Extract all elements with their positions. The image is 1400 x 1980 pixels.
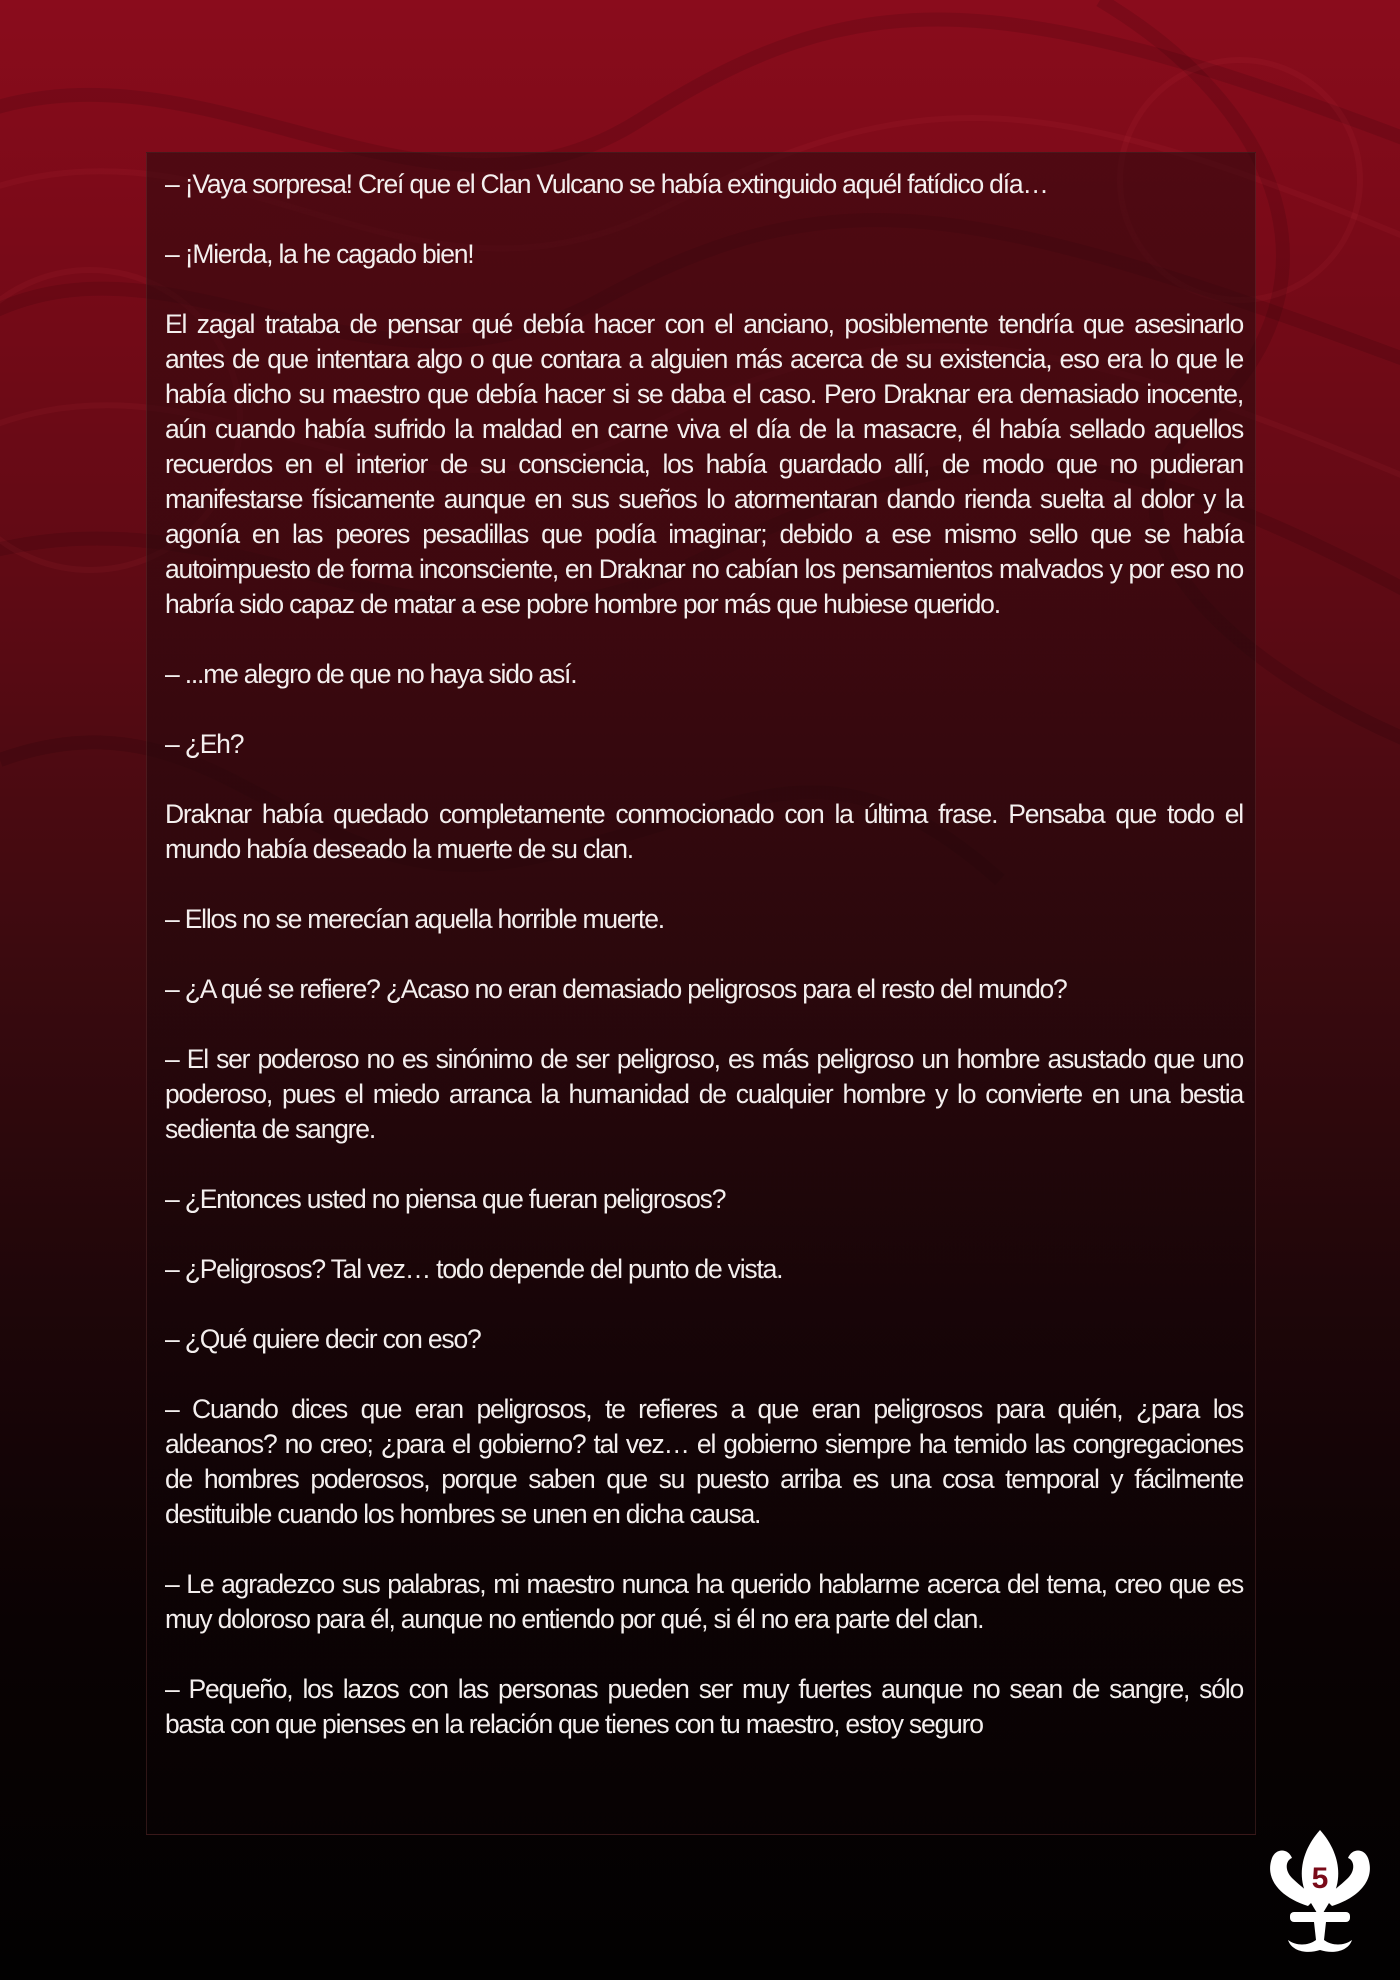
paragraph: – ¿Eh? — [165, 729, 244, 759]
paragraph: Draknar había quedado completamente conmocionado con la última frase. Pensaba que todo el mundo había deseado la muerte de su clan. — [165, 799, 1243, 864]
paragraph: – Ellos no se merecían aquella horrible muerte. — [165, 904, 664, 934]
paragraph: – ...me alegro de que no haya sido así. — [165, 659, 577, 689]
paragraph: – ¿Peligrosos? Tal vez… todo depende del punto de vista. — [165, 1254, 783, 1284]
paragraph: – Cuando dices que eran peligrosos, te refieres a que eran peligrosos para quién, ¿para los aldeanos? no creo; ¿para el gobierno? tal vez… el gobierno siempre ha temido las congregaciones de hombres poderosos, porque saben que su puesto arriba es una cosa temporal y fácilmente destituible cuando los hombres se unen en dicha causa. — [165, 1394, 1243, 1529]
paragraph: – ¿A qué se refiere? ¿Acaso no eran demasiado peligrosos para el resto del mundo? — [165, 974, 1067, 1004]
paragraph: – ¡Mierda, la he cagado bien! — [165, 239, 474, 269]
paragraph: El zagal trataba de pensar qué debía hacer con el anciano, posiblemente tendría que asesinarlo antes de que intentara algo o que contara a alguien más acerca de su existencia, eso era lo que le había dicho su maestro que debía hacer si se daba el caso. Pero Draknar era demasiado inocente, aún cuando había sufrido la maldad en carne viva el día de la masacre, él había sellado aquellos recuerdos en el interior de su consciencia, los había guardado allí, de modo que no pudieran manifestarse físicamente aunque en sus sueños lo atormentaran dando rienda suelta al dolor y la agonía en las peores pesadillas que podía imaginar; debido a ese mismo sello que se había autoimpuesto de forma inconsciente, en Draknar no cabían los pensamientos malvados y por eso no habría sido capaz de matar a ese pobre hombre por más que hubiese querido. — [165, 309, 1243, 619]
page-number: 5 — [1311, 1862, 1329, 1895]
paragraph: – ¡Vaya sorpresa! Creí que el Clan Vulcano se había extinguido aquél fatídico día… — [165, 169, 1048, 199]
story-text-panel — [146, 152, 1256, 1835]
paragraph: – ¿Qué quiere decir con eso? — [165, 1324, 481, 1354]
paragraph: – El ser poderoso no es sinónimo de ser peligroso, es más peligroso un hombre asustado que uno poderoso, pues el miedo arranca la humanidad de cualquier hombre y lo convierte en una bestia sedienta de sangre. — [165, 1044, 1243, 1144]
page-badge — [1262, 1828, 1378, 1958]
paragraph: – Le agradezco sus palabras, mi maestro nunca ha querido hablarme acerca del tema, creo que es muy doloroso para él, aunque no entiendo por qué, si él no era parte del clan. — [165, 1569, 1243, 1634]
story-text — [165, 167, 1243, 1777]
paragraph: – Pequeño, los lazos con las personas pueden ser muy fuertes aunque no sean de sangre, sólo basta con que pienses en la relación que tienes con tu maestro, estoy seguro — [165, 1674, 1243, 1739]
paragraph: – ¿Entonces usted no piensa que fueran peligrosos? — [165, 1184, 726, 1214]
